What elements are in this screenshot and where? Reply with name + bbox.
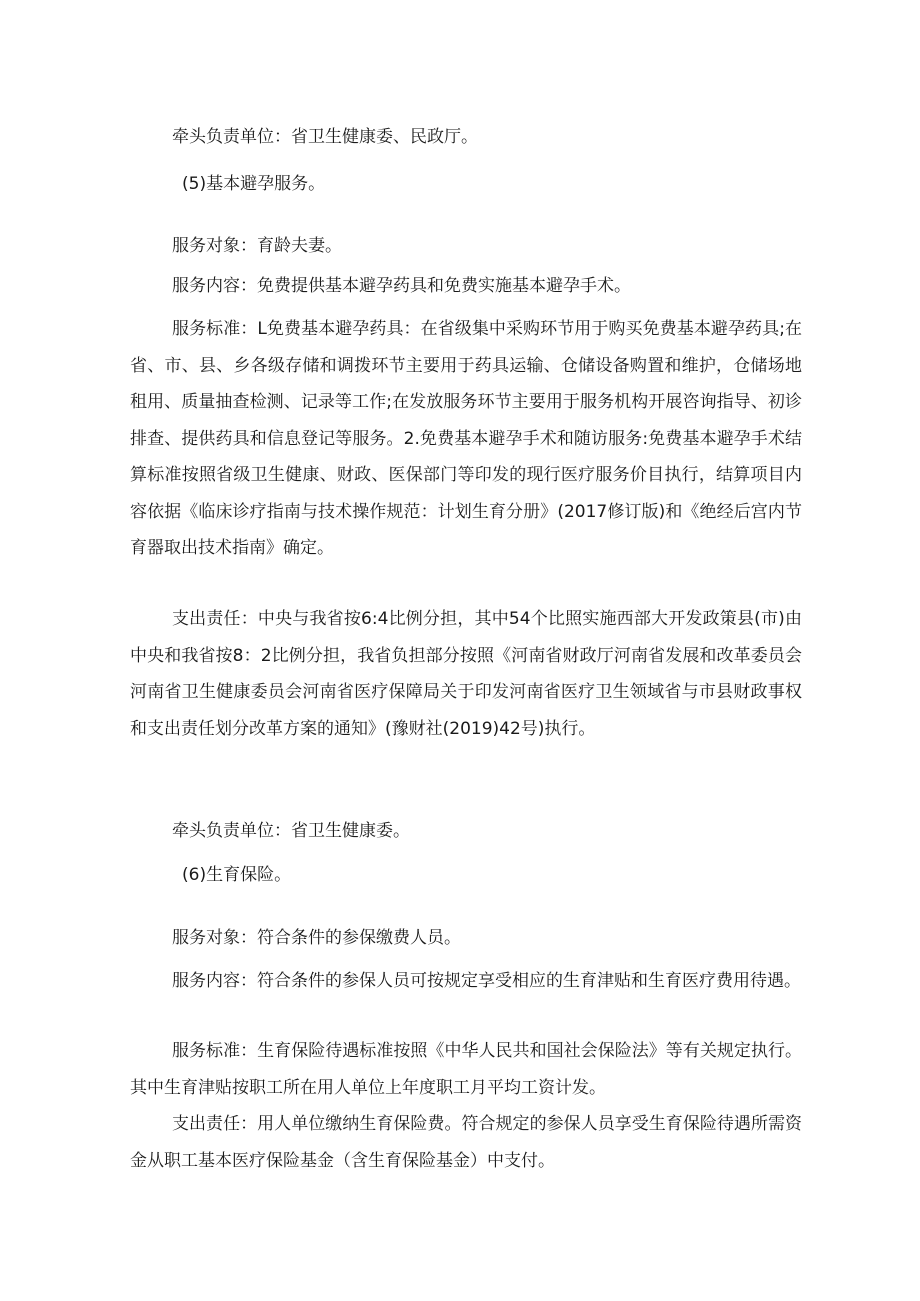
paragraph-lead-unit-1: 牵头负责单位：省卫生健康委、民政厅。 — [172, 127, 478, 147]
paragraph-lead-unit-2: 牵头负责单位：省卫生健康委。 — [172, 821, 410, 841]
paragraph-service-standard-1: 服务标准：L免费基本避孕药具：在省级集中采购环节用于购买免费基本避孕药具;在省、市、县、乡各级存储和调拨环节主要用于药具运输、仓储设备购置和维护，仓储场地租用、质量抽查检测、记录等工作;在发放服务环节主要用于服务机构开展咨询指导、初诊排查、提供药具和信息登记等服务。2.免费基本避孕手术和随访服务:免费基本避孕手术结算标准按照省级卫生健康、财政、医保部门等印发的现行医疗服务价目执行，结算项目内容依据《临床诊疗指南与技术操作规范：计划生育分册》(2017修订版)和《绝经后宫内节育器取出技术指南》确定。 — [130, 319, 802, 558]
section-heading-contraception: (5)基本避孕服务。 — [182, 174, 326, 194]
section-heading-maternity-insurance: (6)生育保险。 — [182, 865, 292, 885]
paragraph-service-standard-2: 服务标准：生育保险待遇标准按照《中华人民共和国社会保险法》等有关规定执行。其中生育津贴按职工所在用人单位上年度职工月平均工资计发。 — [130, 1041, 802, 1098]
paragraph-expense-responsibility-1: 支出责任：中央与我省按6:4比例分担，其中54个比照实施西部大开发政策县(市)由中央和我省按8：2比例分担，我省负担部分按照《河南省财政厅河南省发展和改革委员会河南省卫生健康委员会河南省医疗保障局关于印发河南省医疗卫生领域省与市县财政事权和支出责任划分改革方案的通知》(豫财社(2019)42号)执行。 — [130, 609, 802, 739]
paragraph-service-content-1: 服务内容：免费提供基本避孕药具和免费实施基本避孕手术。 — [172, 276, 631, 296]
paragraph-service-target-2: 服务对象：符合条件的参保缴费人员。 — [172, 928, 461, 948]
paragraph-expense-responsibility-2: 支出责任：用人单位缴纳生育保险费。符合规定的参保人员享受生育保险待遇所需资金从职工基本医疗保险基金（含生育保险基金）中支付。 — [130, 1114, 802, 1171]
paragraph-service-target-1: 服务对象：育龄夫妻。 — [172, 236, 342, 256]
paragraph-service-content-2: 服务内容：符合条件的参保人员可按规定享受相应的生育津贴和生育医疗费用待遇。 — [172, 971, 801, 991]
